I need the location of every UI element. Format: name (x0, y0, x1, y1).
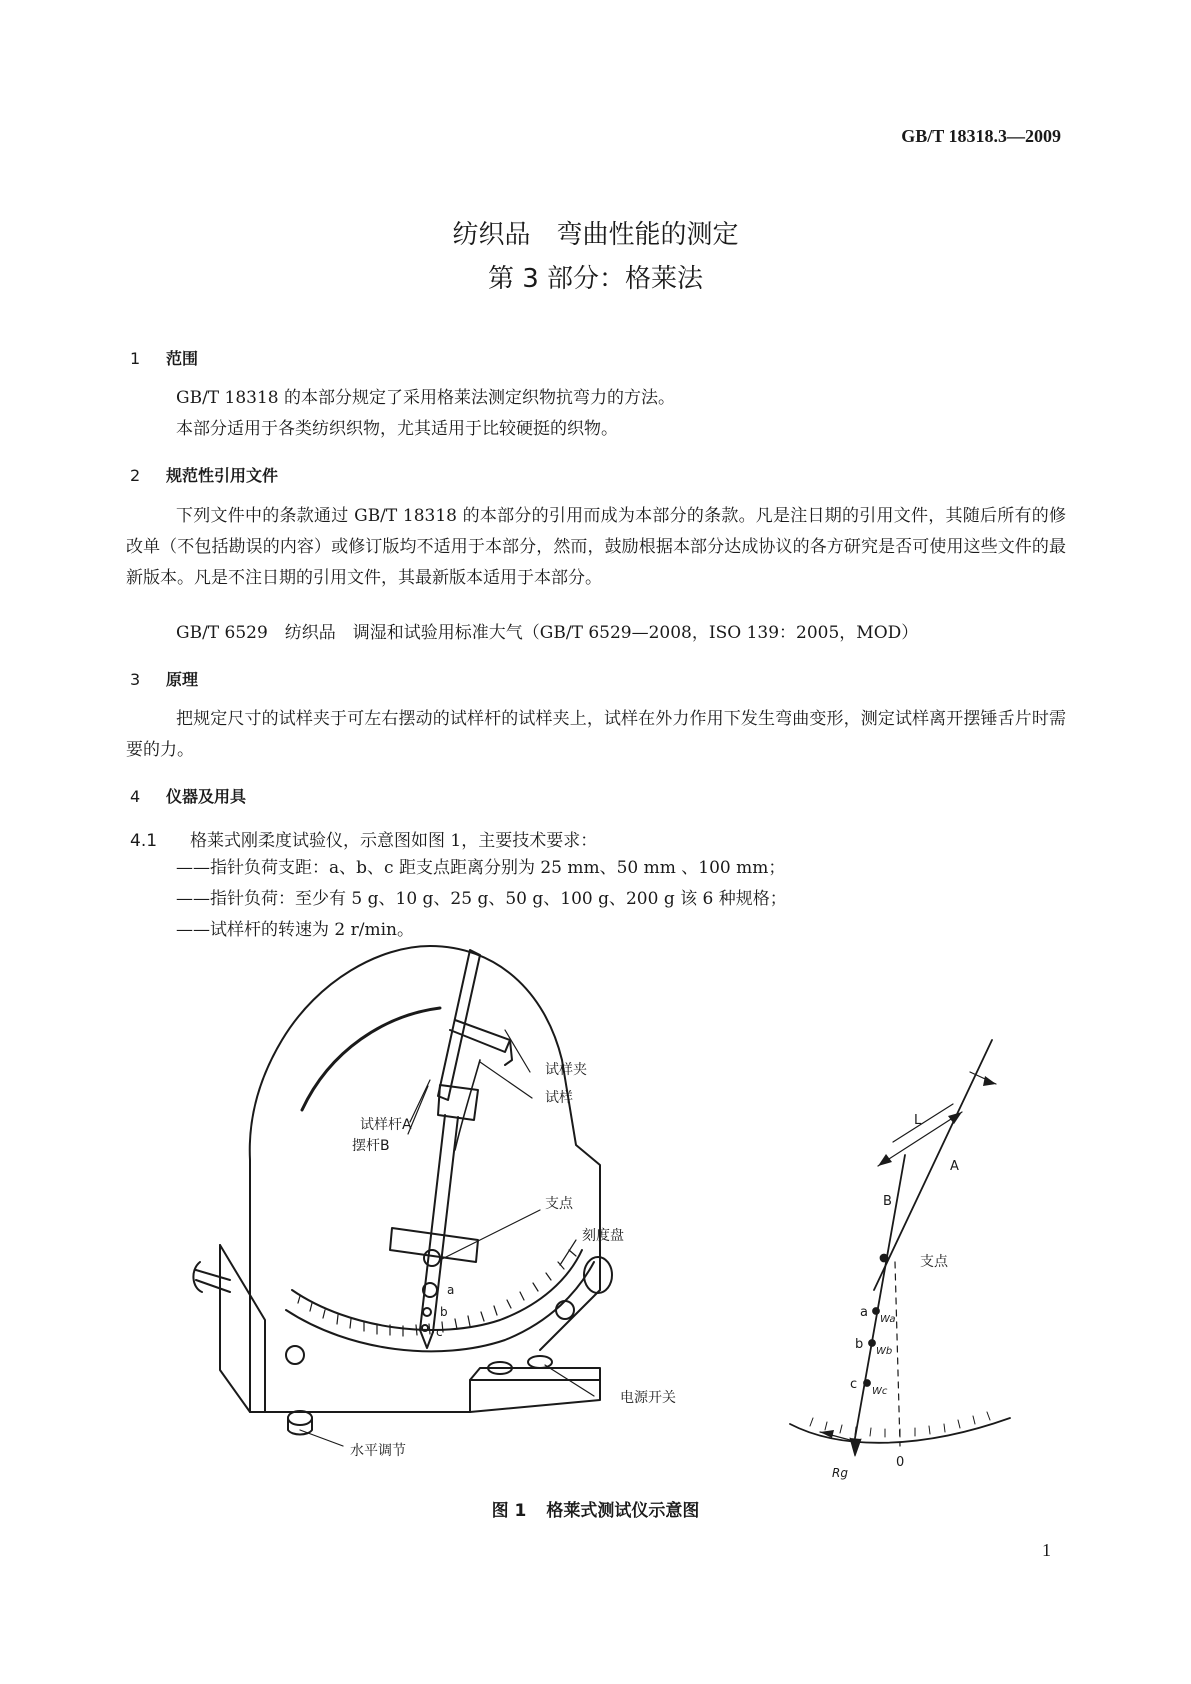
requirement-item: ——指针负荷：至少有 5 g、10 g、25 g、50 g、100 g、200 g 该 6 种规格； (176, 889, 787, 909)
schematic-label-wc: Wc (872, 1386, 888, 1397)
label-sample-rod: 试样杆A (360, 1117, 412, 1133)
title-line-2: 第 3 部分：格莱法 (487, 264, 704, 294)
section-number: 4 (130, 787, 141, 806)
schematic-label-A: A (950, 1159, 959, 1174)
figure-number: 图 1 (491, 1501, 527, 1521)
schematic-label-zero: 0 (896, 1455, 905, 1470)
title-line-1: 纺织品 弯曲性能的测定 (452, 220, 739, 250)
schematic-label-rg: Rg (832, 1466, 848, 1480)
section-title: 规范性引用文件 (166, 466, 279, 485)
schematic-label-pivot: 支点 (920, 1254, 948, 1270)
instrument-body (193, 946, 612, 1435)
schematic-label-B: B (883, 1194, 892, 1209)
paragraph: 下列文件中的条款通过 GB/T 18318 的本部分的引用而成为本部分的条款。凡是注日期的引用文件，其随后所有的修改单（不包括勘误的内容）或修订版均不适用于本部分，然而，鼓励根据本部分达成协议的各方研究是否可使用这些文件的最新版本。凡是不注日期的引用文件，其最新版本适用于本部分。 (126, 506, 1066, 588)
schematic-label-a: a (860, 1305, 868, 1320)
paragraph: 把规定尺寸的试样夹于可左右摆动的试样杆的试样夹上，试样在外力作用下发生弯曲变形，测定试样离开摆锤舌片时需要的力。 (126, 709, 1066, 760)
label-power-switch: 电源开关 (620, 1390, 676, 1406)
label-b: b (440, 1305, 448, 1319)
schematic-label-wb: Wb (876, 1346, 893, 1357)
paragraph: 本部分适用于各类纺织织物，尤其适用于比较硬挺的织物。 (176, 419, 618, 439)
figure-caption (0, 1496, 1191, 1521)
section-title: 范围 (166, 349, 199, 368)
label-sample-clamp: 试样夹 (545, 1062, 587, 1078)
requirement-item: ——试样杆的转速为 2 r/min。 (176, 920, 414, 940)
label-level-adjust: 水平调节 (350, 1443, 406, 1459)
schematic-label-b: b (855, 1337, 864, 1352)
standard-code: GB/T 18318.3—2009 (901, 126, 1061, 146)
subclause-number: 4.1 (130, 831, 158, 851)
section-title: 原理 (166, 670, 199, 689)
label-dial: 刻度盘 (582, 1228, 624, 1244)
label-c: c (436, 1325, 443, 1339)
label-pivot: 支点 (545, 1196, 573, 1212)
schematic-label-wa: Wa (880, 1314, 896, 1325)
section-title: 仪器及用具 (166, 787, 247, 806)
section-number: 3 (130, 670, 141, 689)
page-number: 1 (1042, 1540, 1051, 1560)
label-sample: 试样 (545, 1090, 573, 1106)
paragraph: GB/T 18318 的本部分规定了采用格莱法测定织物抗弯力的方法。 (176, 388, 676, 408)
power-switch-block (470, 1356, 600, 1412)
schematic (790, 1040, 1010, 1456)
label-a: a (447, 1283, 455, 1297)
section-number: 1 (130, 349, 141, 368)
subclause-text: 格莱式刚柔度试验仪，示意图如图 1，主要技术要求： (190, 831, 598, 851)
label-pendulum: 摆杆B (352, 1138, 390, 1154)
schematic-label-c: c (850, 1377, 858, 1392)
figure-title: 格莱式测试仪示意图 (546, 1501, 700, 1521)
normative-reference: GB/T 6529 纺织品 调湿和试验用标准大气（GB/T 6529—2008，ISO 139：2005，MOD） (176, 623, 919, 643)
section-number: 2 (130, 466, 141, 485)
schematic-label-L: L (914, 1113, 922, 1128)
requirement-item: ——指针负荷支距：a、b、c 距支点距离分别为 25 mm、50 mm 、100 mm； (176, 858, 786, 878)
